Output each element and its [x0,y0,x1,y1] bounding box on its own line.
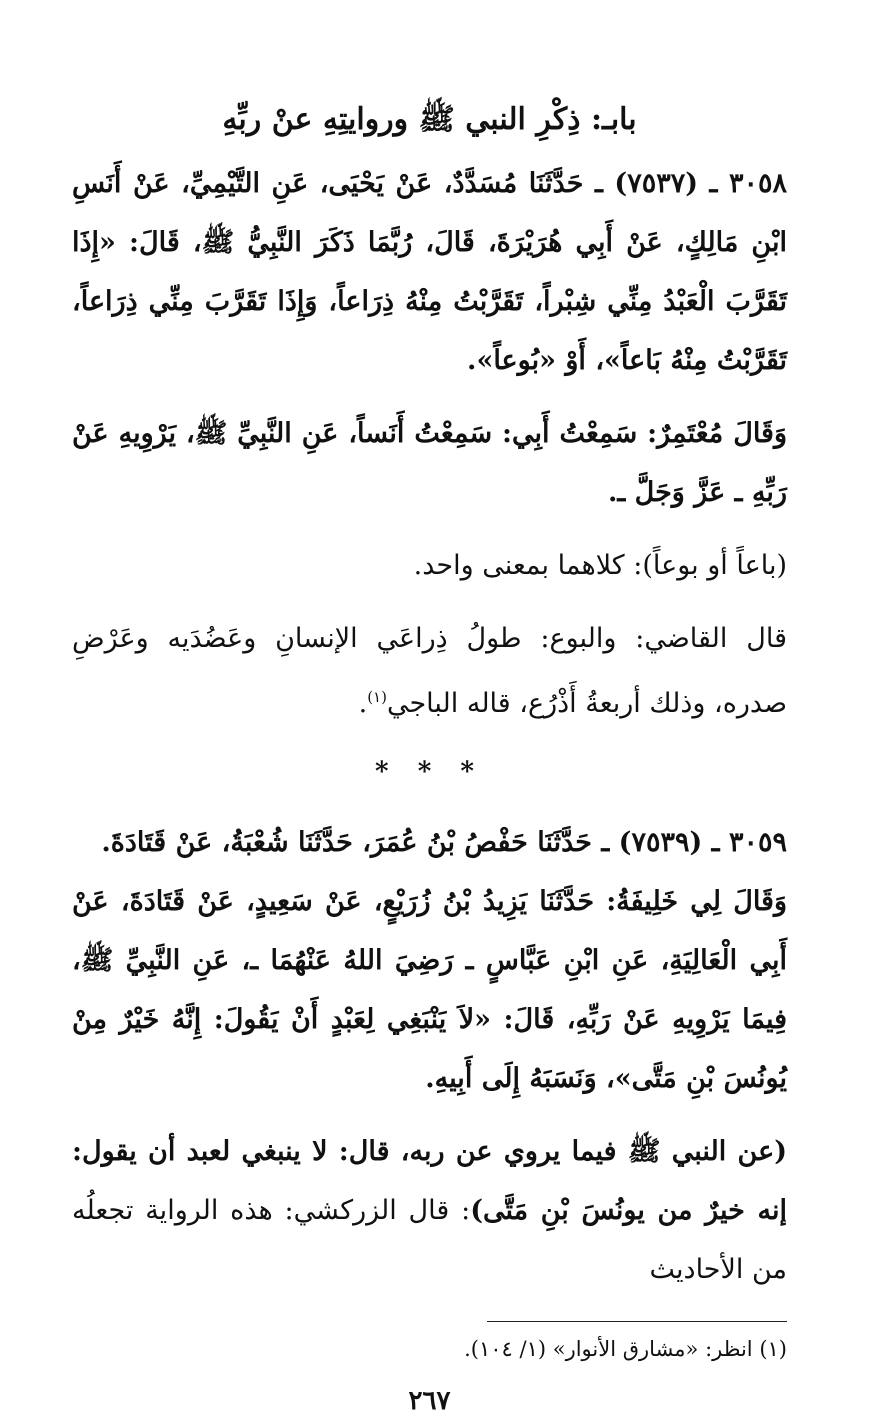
hadith-3059: ٣٠٥٩ ـ (٧٥٣٩) ـ حَدَّثَنَا حَفْصُ بْنُ عُمَرَ، حَدَّثَنَا شُعْبَةُ، عَنْ قَتَادَةَ. [101,827,787,858]
section-divider-stars: * * * [375,757,484,787]
hadith-3058: ٣٠٥٨ ـ (٧٥٣٧) ـ حَدَّثَنَا مُسَدَّدٌ، عَنْ يَحْيَى، عَنِ التَّيْمِيِّ، عَنْ أَنَسِ ابْنِ مَالِكٍ، عَنْ أَبِي هُرَيْرَةَ، قَالَ، رُبَّمَا ذَكَرَ النَّبِيُّ ﷺ، قَالَ: «إِذَا تَقَرَّبَ الْعَبْدُ مِنِّي شِبْراً، تَقَرَّبْتُ مِنْهُ ذِرَاعاً، وَإِذَا تَقَرَّبَ مِنِّي ذِرَاعاً، تَقَرَّبْتُ مِنْهُ بَاعاً»، أَوْ «بُوعاً». [72,168,787,376]
commentary-baan: (باعاً أو بوعاً): كلاهما بمعنى واحد. [413,550,787,581]
page-number: ٢٦٧ [408,1386,451,1416]
khalifa-narration: وَقَالَ لِي خَلِيفَةُ: حَدَّثَنَا يَزِيدُ بْنُ زُرَيْعٍ، عَنْ سَعِيدٍ، عَنْ قَتَادَةَ، عَنْ أَبِي الْعَالِيَةِ، عَنِ ابْنِ عَبَّاسٍ ـ رَضِيَ اللهُ عَنْهُمَا ـ، عَنِ النَّبِيِّ ﷺ، فِيمَا يَرْوِيهِ عَنْ رَبِّهِ، قَالَ: «لاَ يَنْبَغِي لِعَبْدٍ أَنْ يَقُولَ: إِنَّهُ خَيْرٌ مِنْ يُونُسَ بْنِ مَتَّى»، وَنَسَبَهُ إِلَى أَبِيهِ. [72,886,787,1094]
commentary-qadi [72,609,787,733]
footnote-separator [487,1321,787,1322]
book-page [72,90,787,1416]
commentary-quote: (عن النبي ﷺ فيما يروي عن ربه، قال: لا ينبغي لعبد أن يقول: إنه خيرٌ من يونُسَ بْنِ مَتَّى) [72,1136,787,1226]
commentary-qadi-text: قال القاضي: والبوع: طولُ ذِراعَي الإنسانِ وعَضُدَيه وعَرْضِ صدره، وذلك أربعةُ أَذْرُع، قاله الباجي [72,623,787,719]
chapter-heading: بابـ: ذِكْرِ النبي ﷺ وروايتِهِ عنْ ربِّهِ [222,102,637,137]
commentary-rest: : قال الزركشي: هذه الرواية تجعلُه من الأحاديث [72,1195,787,1285]
commentary-zarkashi [72,1122,787,1299]
footnote-marker: (١) [367,688,387,706]
commentary-qadi-end: . [358,688,368,719]
footnote: (١) انظر: «مشارق الأنوار» (١/ ١٠٤). [464,1337,787,1361]
mutamir-narration: وَقَالَ مُعْتَمِرٌ: سَمِعْتُ أَبِي: سَمِعْتُ أَنَساً، عَنِ النَّبِيِّ ﷺ، يَرْوِيهِ عَنْ رَبِّهِ ـ عَزَّ وَجَلَّ ـ. [72,418,787,508]
